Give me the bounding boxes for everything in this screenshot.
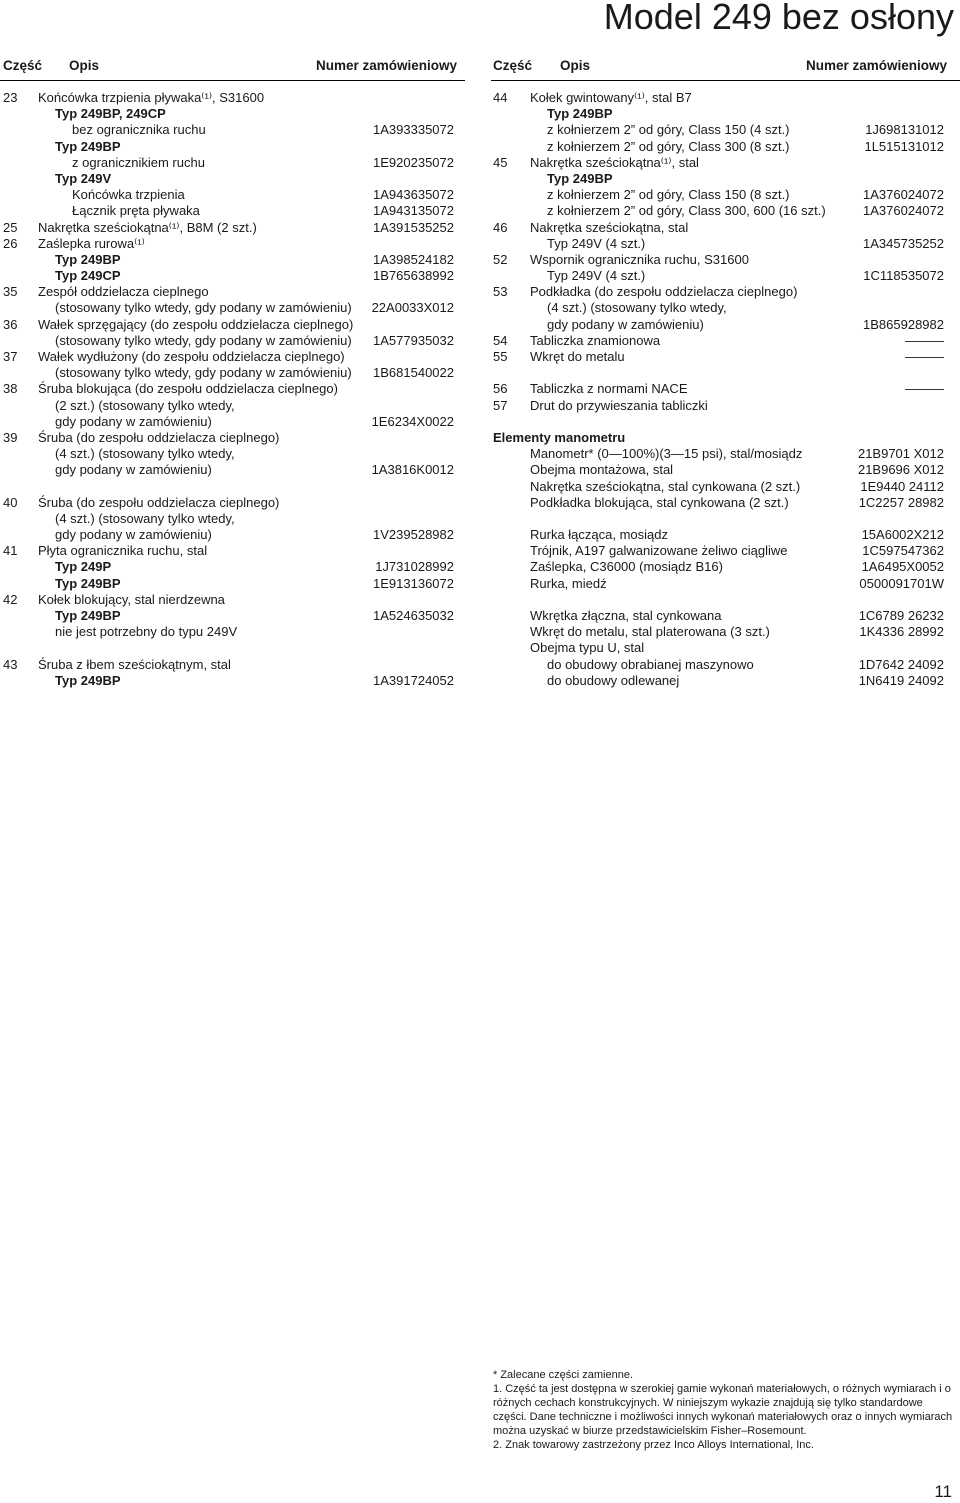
part-description: Nakrętka sześciokątna⁽¹⁾, stal [530, 154, 699, 170]
part-description: Nakrętka sześciokątna⁽¹⁾, B8M (2 szt.) [38, 219, 257, 235]
parts-row [3, 365, 454, 381]
part-description: gdy podany w zamówieniu) [55, 413, 212, 429]
parts-row [493, 608, 944, 624]
order-number: 1E6234X0022 [371, 413, 454, 429]
parts-row [3, 673, 454, 689]
part-number: 53 [493, 284, 508, 300]
order-number: 1A577935032 [373, 332, 454, 348]
part-description: Typ 249BP [55, 138, 121, 154]
part-number: 54 [493, 332, 508, 348]
part-description: Drut do przywieszania tabliczki [530, 397, 708, 413]
parts-row [3, 624, 454, 640]
order-number: 1B765638992 [373, 268, 454, 284]
part-description: (4 szt.) (stosowany tylko wtedy, [55, 510, 235, 526]
parts-row [3, 543, 454, 559]
part-description: z kołnierzem 2” od góry, Class 150 (8 szt.) [547, 187, 790, 203]
parts-row [493, 300, 944, 316]
order-number: 1C2257 28982 [858, 494, 944, 510]
part-description: z kołnierzem 2” od góry, Class 300, 600 (16 szt.) [547, 203, 826, 219]
part-description: Zespół oddzielacza cieplnego [38, 284, 209, 300]
part-number: 41 [3, 543, 18, 559]
parts-row [493, 640, 944, 656]
part-description: z kołnierzem 2” od góry, Class 150 (4 szt.) [547, 122, 790, 138]
part-description: (4 szt.) (stosowany tylko wtedy, [55, 446, 235, 462]
parts-row [3, 657, 454, 673]
footnote-recommended: * Zalecane części zamienne. [493, 1369, 634, 1381]
order-number: 1E920235072 [373, 154, 454, 170]
footnotes [493, 1368, 953, 1452]
order-number: 15A6002X212 [861, 527, 944, 543]
parts-row [3, 479, 454, 495]
part-description: Śruba z łbem sześciokątnym, stal [38, 656, 231, 672]
order-number: 1A398524182 [373, 251, 454, 267]
part-description: gdy podany w zamówieniu) [547, 316, 704, 332]
part-description: Typ 249BP [55, 672, 121, 688]
parts-list-right [493, 90, 944, 689]
header-part-left: Część [3, 58, 43, 73]
part-description: Zaślepka rurowa⁽¹⁾ [38, 235, 145, 251]
order-number: 0500091701W [859, 575, 944, 591]
order-number: 1C118535072 [863, 268, 944, 284]
part-description: Podkładka (do zespołu oddzielacza cieplnego) [530, 284, 798, 300]
order-number: 1C597547362 [862, 543, 944, 559]
parts-row [493, 155, 944, 171]
order-number: 1J698131012 [865, 122, 944, 138]
parts-row [3, 430, 454, 446]
part-description: Typ 249BP [547, 106, 613, 122]
part-description: (stosowany tylko wtedy, gdy podany w zamówieniu) [55, 365, 352, 381]
order-number: 1L515131012 [864, 138, 944, 154]
order-number: 1A943135072 [373, 203, 454, 219]
order-number: 1E913136072 [373, 575, 454, 591]
parts-row [3, 300, 454, 316]
order-number: ——— [905, 332, 944, 348]
header-desc-right: Opis [560, 58, 591, 73]
parts-row [493, 430, 944, 446]
part-number: 40 [3, 494, 18, 510]
parts-row [3, 203, 454, 219]
part-number: 55 [493, 349, 508, 364]
order-number: 1A393335072 [373, 122, 454, 138]
order-number: 1V239528982 [373, 527, 454, 543]
parts-row [3, 608, 454, 624]
order-number: 21B9701 X012 [857, 446, 944, 462]
part-number: 25 [3, 219, 18, 235]
parts-row [493, 252, 944, 268]
part-number: 36 [3, 316, 18, 332]
part-description: Trójnik, A197 galwanizowane żeliwo ciągliwe [530, 543, 788, 559]
order-number: 1A3816K0012 [371, 462, 454, 478]
part-description: Nakrętka sześciokątna, stal [530, 219, 689, 235]
part-description: Łącznik pręta pływaka [72, 203, 200, 219]
parts-row [3, 446, 454, 462]
parts-row [3, 527, 454, 543]
header-desc-left: Opis [69, 58, 100, 73]
part-number: 23 [3, 90, 18, 105]
part-description: Podkładka blokująca, stal cynkowana (2 szt.) [530, 494, 789, 510]
part-number: 43 [3, 656, 18, 672]
parts-row [3, 236, 454, 252]
parts-row [3, 90, 454, 106]
parts-row [493, 657, 944, 673]
parts-row [493, 333, 944, 349]
part-description: do obudowy obrabianej maszynowo [547, 656, 754, 672]
part-description: Rurka łącząca, mosiądz [530, 527, 668, 543]
part-description: Wałek sprzęgający (do zespołu oddzielacza cieplnego) [38, 316, 354, 332]
parts-row [3, 268, 454, 284]
parts-row [493, 624, 944, 640]
order-number: 1B681540022 [373, 365, 454, 381]
parts-row [3, 414, 454, 430]
part-description: nie jest potrzebny do typu 249V [55, 624, 238, 640]
part-description: Typ 249V (4 szt.) [547, 235, 646, 251]
parts-row [493, 446, 944, 462]
parts-row [493, 90, 944, 106]
order-number: 1A391535252 [373, 219, 454, 235]
part-description: Nakrętka sześciokątna, stal cynkowana (2 szt.) [530, 478, 801, 494]
part-number: 45 [493, 154, 508, 170]
part-description: Śruba (do zespołu oddzielacza cieplnego) [38, 429, 280, 445]
part-description: z kołnierzem 2” od góry, Class 300 (8 szt.) [547, 138, 790, 154]
order-number: 1A524635032 [373, 608, 454, 623]
parts-row [493, 187, 944, 203]
part-description: Typ 249V [55, 170, 112, 186]
parts-row [3, 559, 454, 575]
part-description: Zaślepka, C36000 (mosiądz B16) [530, 559, 723, 575]
part-description: Typ 249BP [55, 575, 121, 591]
parts-row [493, 365, 944, 381]
order-number: 1A376024072 [863, 203, 944, 219]
part-number: 44 [493, 90, 508, 105]
parts-row [493, 398, 944, 414]
parts-row [3, 187, 454, 203]
part-description: Typ 249P [55, 559, 112, 575]
order-number: 1A391724052 [373, 672, 454, 688]
header-rule-left [0, 80, 465, 81]
order-number: 1B865928982 [863, 316, 944, 332]
part-description: Tabliczka znamionowa [530, 332, 661, 348]
part-description: gdy podany w zamówieniu) [55, 527, 212, 543]
parts-row [493, 527, 944, 543]
part-description: Płyta ogranicznika ruchu, stal [38, 543, 208, 559]
part-description: Typ 249BP [547, 170, 613, 186]
part-description: Obejma typu U, stal [530, 640, 645, 656]
order-number: 1A345735252 [863, 235, 944, 251]
part-description: Końcówka trzpienia [72, 187, 185, 203]
parts-row [493, 220, 944, 236]
part-number: 38 [3, 381, 18, 397]
part-number: 35 [3, 284, 18, 300]
parts-row [493, 495, 944, 511]
parts-row [493, 414, 944, 430]
parts-row [493, 349, 944, 365]
parts-row [493, 203, 944, 219]
header-part-right: Część [493, 58, 533, 73]
part-description: gdy podany w zamówieniu) [55, 462, 212, 478]
parts-row [3, 398, 454, 414]
part-number: 57 [493, 397, 508, 413]
order-number: 1C6789 26232 [858, 608, 944, 623]
page-number: 11 [934, 1482, 952, 1501]
order-number: ——— [905, 349, 944, 364]
part-number: 46 [493, 219, 508, 235]
order-number: 1E9440 24112 [860, 478, 944, 494]
footnote-1: 1. Część ta jest dostępna w szerokiej gamie wykonań materiałowych, o różnych wymiarach i o różnych cechach konstrukcyjnych. W niniejszym wykazie znajdują się tylko standardowe części. Dane techniczne i możliwości innych wykonań materiałowych oraz o innych wymiarach można uzyskać w biurze przedstawicielskim Fisher–Rosemount. [493, 1383, 953, 1437]
header-order-right: Numer zamówieniowy [806, 58, 948, 73]
part-description: (4 szt.) (stosowany tylko wtedy, [547, 300, 727, 316]
parts-row [493, 236, 944, 252]
parts-row [3, 592, 454, 608]
part-number: 56 [493, 381, 508, 397]
parts-row [3, 122, 454, 138]
part-description: Typ 249BP [55, 251, 121, 267]
part-description: z ogranicznikiem ruchu [72, 154, 205, 170]
order-number: 1N6419 24092 [858, 672, 944, 688]
header-rule-right [491, 80, 960, 81]
parts-row [493, 511, 944, 527]
order-number: 1D7642 24092 [858, 656, 944, 672]
header-order-left: Numer zamówieniowy [316, 58, 458, 73]
parts-list-left [3, 90, 454, 689]
order-number: 1A6495X0052 [861, 559, 944, 575]
parts-row [493, 559, 944, 575]
parts-row [3, 171, 454, 187]
parts-row [493, 462, 944, 478]
parts-row [3, 381, 454, 397]
part-description: (stosowany tylko wtedy, gdy podany w zamówieniu) [55, 332, 352, 348]
parts-row [3, 220, 454, 236]
parts-row [3, 333, 454, 349]
parts-row [3, 155, 454, 171]
parts-row [493, 543, 944, 559]
part-description: Końcówka trzpienia pływaka⁽¹⁾, S31600 [38, 90, 265, 105]
part-description: do obudowy odlewanej [547, 672, 680, 688]
order-number: 1A943635072 [373, 187, 454, 203]
part-description: Typ 249CP [55, 268, 121, 284]
parts-row [3, 511, 454, 527]
part-number: 39 [3, 429, 18, 445]
footnote-2: 2. Znak towarowy zastrzeżony przez Inco Alloys International, Inc. [493, 1439, 814, 1451]
parts-row [493, 576, 944, 592]
parts-row [3, 284, 454, 300]
parts-row [3, 252, 454, 268]
parts-row [493, 479, 944, 495]
order-number: ——— [905, 381, 944, 397]
parts-row [3, 139, 454, 155]
part-description: (2 szt.) (stosowany tylko wtedy, [55, 397, 235, 413]
parts-row [493, 106, 944, 122]
order-number: 1A376024072 [863, 187, 944, 203]
part-description: Typ 249BP [55, 608, 121, 623]
part-description: Elementy manometru [493, 429, 626, 445]
parts-row [493, 122, 944, 138]
part-description: Wkręt do metalu, stal platerowana (3 szt.) [530, 624, 770, 640]
parts-row [493, 673, 944, 689]
order-number: 21B9696 X012 [857, 462, 944, 478]
parts-row [3, 462, 454, 478]
parts-row [493, 317, 944, 333]
parts-row [3, 317, 454, 333]
part-description: (stosowany tylko wtedy, gdy podany w zamówieniu) [55, 300, 352, 316]
part-number: 37 [3, 349, 18, 364]
part-description: Tabliczka z normami NACE [530, 381, 688, 397]
parts-row [493, 284, 944, 300]
parts-row [3, 640, 454, 656]
order-number: 1J731028992 [375, 559, 454, 575]
parts-row [493, 139, 944, 155]
part-description: Typ 249BP, 249CP [55, 106, 166, 122]
parts-row [3, 495, 454, 511]
parts-row [493, 592, 944, 608]
parts-row [493, 171, 944, 187]
order-number: 1K4336 28992 [859, 624, 944, 640]
part-description: Manometr* (0—100%)(3—15 psi), stal/mosiądz [530, 446, 803, 462]
part-description: Wkrętka złączna, stal cynkowana [530, 608, 722, 623]
parts-row [3, 576, 454, 592]
parts-row [493, 268, 944, 284]
part-number: 42 [3, 591, 18, 607]
part-description: Wkręt do metalu [530, 349, 625, 364]
part-description: Wałek wydłużony (do zespołu oddzielacza cieplnego) [38, 349, 345, 364]
part-description: Wspornik ogranicznika ruchu, S31600 [530, 251, 749, 267]
part-description: Kołek blokujący, stal nierdzewna [38, 591, 225, 607]
page-title: Model 249 bez osłony [603, 0, 954, 37]
part-number: 52 [493, 251, 508, 267]
order-number: 22A0033X012 [371, 300, 454, 316]
part-number: 26 [3, 235, 18, 251]
part-description: Typ 249V (4 szt.) [547, 268, 646, 284]
part-description: Rurka, miedź [530, 575, 607, 591]
part-description: Obejma montażowa, stal [530, 462, 674, 478]
parts-row [3, 106, 454, 122]
part-description: Śruba (do zespołu oddzielacza cieplnego) [38, 494, 280, 510]
part-description: Kołek gwintowany⁽¹⁾, stal B7 [530, 90, 692, 105]
part-description: Śruba blokująca (do zespołu oddzielacza cieplnego) [38, 381, 338, 397]
part-description: bez ogranicznika ruchu [72, 122, 206, 138]
parts-row [3, 349, 454, 365]
parts-row [493, 381, 944, 397]
